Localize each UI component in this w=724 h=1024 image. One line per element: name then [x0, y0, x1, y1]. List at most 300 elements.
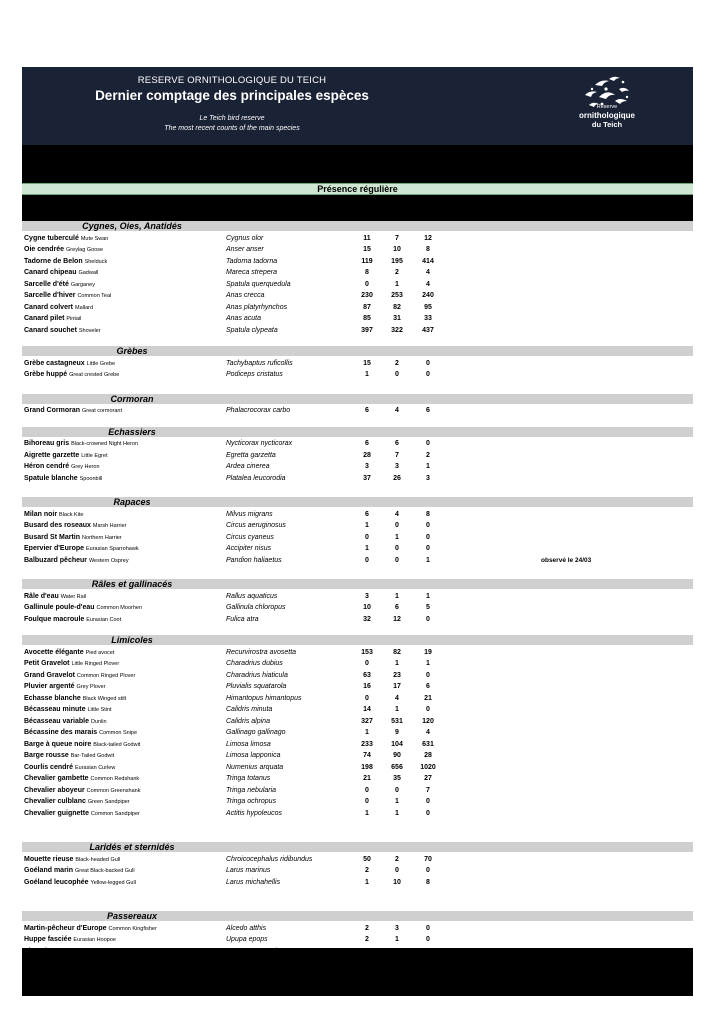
species-row [22, 658, 693, 670]
species-name-en: Common Sandpiper [90, 810, 140, 817]
species-name-fr: Epervier d'Europe [24, 545, 85, 552]
organization-name: RESERVE ORNITHOLOGIQUE DU TEICH [137, 75, 327, 86]
species-row [22, 670, 693, 682]
count-value-3: 0 [426, 936, 430, 943]
scientific-name: Mareca strepera [226, 269, 277, 276]
scientific-name: Accipiter nisus [226, 545, 272, 552]
observation-note: observé le 24/03 [541, 556, 592, 564]
scientific-name: Larus michahellis [226, 878, 281, 886]
species-name-en: Pied avocet [85, 649, 115, 656]
count-value-1: 153 [361, 648, 373, 656]
species-row [22, 325, 693, 337]
count-value-1: 6 [365, 510, 369, 518]
count-value-3: 5 [426, 604, 430, 611]
logo-caption: ornithologique [579, 111, 635, 120]
count-value-2: 10 [393, 878, 401, 886]
count-value-2: 4 [395, 407, 399, 414]
count-value-3: 631 [422, 740, 434, 748]
logo-caption-small: Réserve [596, 104, 618, 110]
species-row [22, 647, 693, 659]
count-value-2: 26 [393, 474, 401, 482]
species-name-en: Common Greenshank [86, 787, 141, 794]
species-row [22, 461, 693, 473]
species-name-fr: Courlis cendré [24, 763, 74, 771]
species-name-fr: Spatule blanche [24, 474, 78, 482]
count-value-3: 33 [424, 315, 432, 322]
count-value-2: 7 [395, 451, 399, 459]
english-subtitle-2: The most recent counts of the main species [164, 125, 300, 132]
section-header [22, 427, 693, 437]
species-name-en: Grey Plover [76, 684, 106, 690]
species-name-en: Great cormorant [81, 408, 123, 414]
count-value-1: 63 [363, 671, 371, 679]
species-name-fr: Huppe fasciée [24, 936, 72, 943]
count-value-1: 119 [361, 257, 373, 265]
count-value-3: 1 [426, 556, 430, 564]
species-name-en: Garganey [70, 281, 95, 288]
species-name-en: Little Grebe [86, 360, 116, 367]
species-name-fr: Râle d'eau [24, 592, 59, 600]
species-name-en: Black Woodpecker [51, 948, 98, 955]
species-name-fr: Bécasseau variable [24, 717, 89, 725]
count-value-1: 1 [365, 809, 369, 817]
section-title: Rapaces [113, 497, 151, 507]
count-value-2: 23 [393, 671, 401, 679]
count-value-2: 0 [395, 545, 399, 552]
count-value-3: 0 [426, 522, 430, 529]
count-value-1: 230 [361, 292, 373, 299]
count-value-3: 6 [426, 407, 430, 414]
count-value-2: 17 [393, 683, 401, 690]
scientific-name: Spatula clypeata [226, 326, 278, 334]
count-value-2: 253 [391, 292, 403, 299]
species-row [22, 405, 693, 417]
count-value-1: 6 [365, 407, 369, 414]
species-name-en: Common Kingfisher [108, 925, 157, 932]
species-name-fr: Milan noir [24, 510, 58, 518]
count-value-3: 1 [426, 592, 430, 600]
count-value-3: 0 [426, 671, 430, 679]
species-name-en: Gadwall [78, 270, 99, 276]
species-name-en: Great Black-backed Gull [74, 868, 135, 874]
count-value-1: 15 [363, 246, 371, 253]
species-row [22, 509, 693, 521]
section-header [22, 579, 693, 589]
species-name-fr: Barge à queue noire [24, 740, 92, 748]
count-value-2: 1 [395, 660, 399, 667]
scientific-name: Himantopus himantopus [226, 694, 302, 702]
count-value-1: 198 [361, 763, 373, 771]
species-name-fr: Avocette élégante [24, 648, 84, 656]
count-value-3: 0 [426, 545, 430, 552]
count-value-3: 3 [426, 474, 430, 482]
count-value-1: 6 [365, 440, 369, 447]
scientific-name: Cygnus olor [226, 234, 264, 242]
section-title: Echassiers [108, 426, 156, 437]
species-row [22, 358, 693, 370]
species-name-fr: Mouette rieuse [24, 855, 74, 863]
count-value-1: 16 [363, 683, 371, 690]
species-row [22, 796, 693, 808]
count-value-1: 3 [365, 463, 369, 470]
species-name-en: Mute Swan [80, 235, 109, 242]
count-value-1: 0 [365, 280, 369, 288]
species-name-en: Mallard [74, 304, 94, 311]
count-value-3: 8 [426, 878, 430, 886]
scientific-name: Anas platyrhynchos [226, 303, 288, 311]
count-value-3: 8 [426, 246, 430, 253]
species-name-en: Yellow-legged Gull [90, 879, 136, 886]
species-name-fr: Petit Gravelot [24, 660, 70, 667]
species-name [24, 325, 101, 338]
species-name-fr: Héron cendré [24, 463, 70, 470]
count-value-1: 2 [365, 867, 369, 874]
species-name-en: Bar-Tailed Godwit [70, 753, 115, 759]
scientific-name: Larus marinus [226, 867, 271, 874]
count-value-1: 1 [365, 371, 369, 378]
section-header [22, 497, 693, 507]
count-value-3: 6 [426, 683, 430, 690]
count-value-3: 240 [422, 292, 434, 299]
scientific-name: Spatula querquedula [226, 280, 291, 288]
scientific-name: Chroicocephalus ridibundus [226, 855, 313, 863]
count-value-3: 0 [426, 359, 430, 367]
scientific-name: Recurvirostra avosetta [226, 648, 297, 656]
species-row [22, 267, 693, 279]
count-sheet [22, 67, 693, 996]
count-value-3: 0 [426, 809, 430, 817]
species-row [22, 256, 693, 268]
scientific-name: Actitis hypoleucos [226, 809, 283, 817]
species-name [24, 369, 119, 382]
species-row [22, 244, 693, 256]
species-name-en: Grey Heron [71, 464, 100, 470]
scientific-name: Tadorna tadorna [226, 257, 278, 265]
species-name [24, 808, 140, 821]
species-name-fr: Canard chipeau [24, 269, 77, 276]
species-name-fr: Busard St Martin [24, 533, 81, 541]
count-value-1: 28 [363, 451, 371, 459]
count-value-3: 8 [426, 510, 430, 518]
scientific-name: Fulica atra [226, 615, 259, 623]
species-name-fr: Busard des roseaux [24, 522, 91, 529]
scientific-name: Platalea leucorodia [226, 474, 286, 482]
scientific-name: Upupa epops [226, 936, 268, 943]
count-value-2: 322 [391, 326, 403, 334]
count-value-2: 0 [395, 371, 399, 378]
species-row [22, 614, 693, 626]
count-value-1: 0 [365, 786, 369, 794]
species-name-en: Common Redshank [90, 776, 140, 782]
species-name-fr: Oie cendrée [24, 246, 65, 253]
species-row [22, 854, 693, 866]
count-value-3: 70 [424, 855, 432, 863]
species-name-en: Little Egret [81, 452, 108, 459]
scientific-name: Limosa lapponica [226, 752, 281, 759]
species-name-fr: Grèbe huppé [24, 371, 68, 378]
scientific-name: Charadrius dubius [226, 660, 283, 667]
count-value-2: 2 [395, 855, 399, 863]
scientific-name: Limosa limosa [226, 740, 271, 748]
count-value-2: 1 [395, 936, 399, 943]
count-value-3: 0 [426, 798, 430, 805]
count-value-1: 50 [363, 855, 371, 863]
count-value-2: 104 [391, 740, 403, 748]
species-row [22, 865, 693, 877]
count-value-1: 74 [363, 752, 371, 759]
species-row [22, 923, 693, 935]
count-value-2: 12 [393, 615, 401, 623]
scientific-name: Calidris alpina [226, 717, 270, 725]
count-value-1: 21 [363, 775, 371, 782]
section-title: Cygnes, Oies, Anatidés [82, 221, 182, 231]
count-value-2: 90 [393, 752, 401, 759]
count-value-1: 233 [361, 740, 373, 748]
species-name-fr: Grand Gravelot [24, 671, 75, 679]
scientific-name: Charadrius hiaticula [226, 671, 288, 679]
species-name-fr: Goéland leucophée [24, 878, 89, 886]
scientific-name: Circus cyaneus [226, 533, 274, 541]
scientific-name: Alcedo atthis [226, 924, 267, 932]
section-header [22, 346, 693, 356]
count-value-1: 2 [365, 936, 369, 943]
species-name-en: Shoveler [78, 327, 101, 334]
count-value-2: 195 [391, 257, 403, 265]
count-value-3: 4 [426, 269, 430, 276]
count-value-1: 397 [361, 326, 373, 334]
count-value-2: 6 [395, 604, 399, 611]
count-value-3: 1 [426, 463, 430, 470]
species-row [22, 543, 693, 555]
scientific-name: Pluvialis squatarola [226, 683, 287, 690]
species-row [22, 934, 693, 946]
count-value-1: 1 [365, 947, 369, 955]
species-name-fr: Sarcelle d'hiver [24, 292, 76, 299]
scientific-name: Tringa ochropus [226, 798, 277, 805]
count-value-3: 4 [426, 729, 430, 736]
species-row [22, 313, 693, 325]
count-value-2: 4 [395, 510, 399, 518]
species-name [24, 555, 129, 568]
species-name-fr: Grèbe castagneux [24, 359, 85, 367]
species-name-fr: Echasse blanche [24, 694, 81, 702]
species-row [22, 438, 693, 450]
species-row [22, 473, 693, 485]
count-value-2: 3 [395, 463, 399, 470]
count-value-3: 1020 [420, 763, 436, 771]
count-value-1: 0 [365, 660, 369, 667]
count-value-2: 10 [393, 246, 401, 253]
species-name-fr: Chevalier gambette [24, 775, 89, 782]
species-name-fr: Bihoreau gris [24, 440, 70, 447]
species-row [22, 602, 693, 614]
species-name-en: Water Rail [60, 593, 87, 600]
count-value-1: 0 [365, 798, 369, 805]
count-value-2: 82 [393, 648, 401, 656]
count-value-2: 1 [395, 809, 399, 817]
species-row [22, 369, 693, 381]
species-name-fr: Tadorne de Belon [24, 257, 83, 265]
species-row [22, 750, 693, 762]
scientific-name: Anser anser [226, 246, 264, 253]
species-row [22, 302, 693, 314]
species-name-fr: Gallinule poule-d'eau [24, 604, 95, 611]
species-name-fr: Chevalier guignette [24, 809, 89, 817]
species-name-fr: Bécasseau minute [24, 706, 86, 713]
species-row [22, 450, 693, 462]
species-name-fr: Pluvier argenté [24, 683, 75, 690]
english-subtitle: Le Teich bird reserve [199, 115, 265, 122]
scientific-name: Phalacrocorax carbo [226, 407, 291, 414]
count-value-2: 82 [393, 303, 401, 311]
count-value-3: 95 [424, 303, 432, 311]
section-header [22, 221, 693, 231]
count-value-1: 85 [363, 315, 371, 322]
species-row [22, 290, 693, 302]
scientific-name: Rallus aquaticus [226, 592, 278, 600]
scientific-name: Circus aeruginosus [226, 522, 286, 529]
count-value-3: 27 [424, 775, 432, 782]
species-name-en: Black Winged stilt [82, 695, 127, 702]
count-value-3: 19 [424, 648, 432, 656]
count-value-1: 0 [365, 694, 369, 702]
species-name-en: Green Sandpiper [87, 799, 130, 805]
scientific-name: Calidris minuta [226, 706, 273, 713]
count-value-1: 37 [363, 474, 371, 482]
species-row [22, 808, 693, 820]
species-name-en: Common Teal [77, 293, 112, 299]
species-name-en: Black-tailed Godwit [93, 741, 141, 748]
scientific-name: Milvus migrans [226, 510, 273, 518]
species-name-en: Black Kite [59, 511, 84, 518]
count-value-2: 31 [393, 315, 401, 322]
section-title: Laridés et sternidés [89, 842, 175, 852]
count-value-2: 656 [391, 763, 403, 771]
species-row [22, 739, 693, 751]
species-row [22, 946, 693, 958]
species-name-fr: Canard pilet [24, 315, 65, 322]
section-title: Cormoran [110, 393, 154, 404]
scientific-name: Tachybaptus ruficollis [226, 359, 293, 367]
count-value-1: 1 [365, 522, 369, 529]
species-name-en: Eurasian Sparrohawk [85, 546, 139, 552]
count-value-2: 7 [395, 234, 399, 242]
species-name-fr: Barge rousse [24, 752, 69, 759]
species-name-en: Black-crowned Night Heron [71, 441, 139, 447]
species-row [22, 693, 693, 705]
species-row [22, 773, 693, 785]
species-name-en: Black-headed Gull [75, 856, 121, 863]
count-value-1: 11 [363, 234, 371, 242]
species-name-fr: Aigrette garzette [24, 451, 80, 459]
count-value-2: 0 [395, 522, 399, 529]
species-name-fr: Foulque macroule [24, 615, 85, 623]
count-value-3: 0 [426, 371, 430, 378]
scientific-name: Nycticorax nycticorax [226, 440, 293, 447]
species-name-fr: Grand Cormoran [24, 407, 81, 414]
section-header [22, 911, 693, 921]
species-name [24, 877, 136, 890]
species-row [22, 762, 693, 774]
species-name-fr: Canard souchet [24, 326, 77, 334]
scientific-name: Dryocopus martius [226, 947, 285, 955]
count-value-2: 1 [395, 533, 399, 541]
count-value-2: 9 [395, 729, 399, 736]
species-name-en: Common Moorhen [96, 605, 143, 611]
count-value-2: 1 [395, 706, 399, 713]
scientific-name: Numenius arquata [226, 763, 284, 771]
species-name-fr: Pic noir [24, 947, 50, 955]
count-value-3: 12 [424, 234, 432, 242]
count-value-2: 1 [395, 798, 399, 805]
count-value-2: 1 [395, 947, 399, 955]
species-row [22, 716, 693, 728]
count-value-1: 32 [363, 615, 371, 623]
species-name [24, 946, 97, 959]
count-value-1: 8 [365, 269, 369, 276]
count-value-3: 1 [426, 660, 430, 667]
scientific-name: Egretta garzetta [226, 451, 276, 459]
species-name-en: Great crested Grebe [69, 372, 120, 378]
section-header [22, 842, 693, 852]
count-value-2: 6 [395, 440, 399, 447]
count-value-2: 0 [395, 556, 399, 564]
species-name-en: Marsh Harrier [92, 523, 127, 529]
species-row [22, 877, 693, 889]
species-name-fr: Goéland marin [24, 867, 74, 874]
species-name-fr: Sarcelle d'été [24, 280, 69, 288]
species-name [24, 614, 121, 627]
section-title: Passereaux [106, 911, 158, 921]
scientific-name: Anas crecca [226, 292, 265, 299]
species-row [22, 233, 693, 245]
species-name-en: Little Stint [87, 707, 112, 713]
count-value-1: 1 [365, 729, 369, 736]
species-row [22, 785, 693, 797]
count-value-3: 7 [426, 786, 430, 794]
section-title: Grèbes [116, 346, 148, 356]
count-value-3: 414 [422, 257, 434, 265]
section-header [22, 635, 693, 645]
count-value-3: 0 [426, 924, 430, 932]
page-title: Dernier comptage des principales espèces [95, 88, 369, 103]
count-value-2: 35 [393, 775, 401, 782]
species-name-fr: Chevalier aboyeur [24, 786, 85, 794]
count-value-3: 0 [426, 615, 430, 623]
species-name-en: Eurasian Coot [86, 616, 122, 623]
count-value-3: 0 [426, 533, 430, 541]
species-name-fr: Bécassine des marais [24, 729, 98, 736]
count-value-2: 531 [391, 717, 403, 725]
species-name-en: Greylag Goose [66, 247, 104, 253]
scientific-name: Podiceps cristatus [226, 371, 283, 378]
presence-banner: Présence régulière [22, 183, 693, 195]
species-name [24, 405, 122, 418]
species-name-en: Common Snipe [99, 730, 138, 736]
count-value-2: 1 [395, 592, 399, 600]
count-value-1: 2 [365, 924, 369, 932]
species-row [22, 555, 693, 567]
species-name-en: Dunlin [90, 718, 107, 725]
species-row [22, 681, 693, 693]
count-value-3: 0 [426, 440, 430, 447]
reserve-logo [575, 71, 639, 137]
species-name-fr: Canard colvert [24, 303, 74, 311]
species-row [22, 727, 693, 739]
species-name-fr: Martin-pêcheur d'Europe [24, 924, 107, 932]
species-row [22, 591, 693, 603]
species-name-en: Spoonbill [79, 475, 103, 482]
